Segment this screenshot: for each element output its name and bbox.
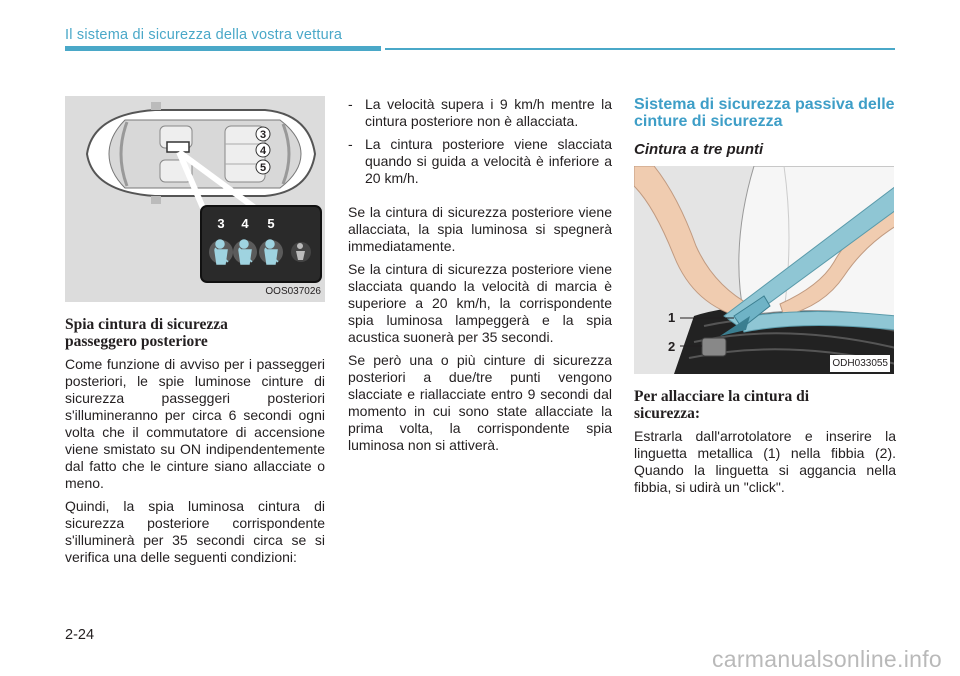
callout-label-2: 2: [668, 339, 676, 354]
seat-badge-5: 5: [259, 162, 267, 174]
section-heading: Sistema di sicurezza passiva delle cinture di sicurezza: [634, 96, 895, 130]
condition-text: La cintura posteriore viene slacciata quando si guida a velocità è inferiore a 20 km/h.: [365, 136, 612, 186]
heading-rear-indicator: Spia cintura di sicurezza passeggero posteriore: [65, 316, 228, 350]
seat-badge-4: 4: [259, 145, 267, 157]
column-middle: [348, 96, 612, 460]
car-top-view-illustration: [65, 96, 325, 302]
figure-code: OOS037026: [265, 286, 321, 297]
column-right: [634, 96, 896, 502]
callout-label-1: 1: [668, 310, 676, 325]
rear-belt-indicator-figure: [65, 96, 325, 302]
header-rule-thin: [385, 48, 895, 50]
condition-item: - La cintura posteriore viene slacciata quando si guida a velocità è inferiore a 20 km/h.: [348, 136, 612, 186]
column-left: [65, 96, 325, 572]
subheading: Cintura a tre punti: [634, 141, 764, 158]
seat-badge-3: 3: [259, 129, 267, 141]
condition-item: - La velocità supera i 9 km/h mentre la cintura posteriore non è allacciata.: [348, 96, 612, 129]
paragraph: Se la cintura di sicurezza posteriore viene allacciata, la spia luminosa si spegnerà immediatamente.: [348, 204, 612, 254]
header-rule-thick: [65, 46, 381, 51]
seat-number-badges: [256, 127, 270, 174]
paragraph: Se però una o più cinture di sicurezza posteriori a due/tre punti vengono slacciate e riallacciate entro 9 secondi dal momento in cui sono state allacciate la prima volta, la corrispondente spia luminosa non si attiverà.: [348, 352, 612, 453]
paragraph: Quindi, la spia luminosa cintura di sicurezza posteriore corrispondente s'illuminerà per 35 secondi circa se si verifica una delle seguenti condizioni:: [65, 498, 325, 565]
paragraph: Estrarla dall'arrotolatore e inserire la linguetta metallica (1) nella fibbia (2). Quando la linguetta si aggancia nella fibbia, si udirà un "click".: [634, 428, 896, 495]
indicator-label-3: 3: [217, 216, 225, 231]
three-point-belt-figure: [634, 166, 894, 374]
belt-fastening-illustration: [634, 166, 894, 374]
paragraph: Se la cintura di sicurezza posteriore viene slacciata quando la velocità di marcia è superiore a 20 km/h, la corrispondente spia luminosa lampeggerà e la spia acustica suonerà per 35 secondi.: [348, 261, 612, 345]
paragraph: Come funzione di avviso per i passeggeri posteriori, le spie luminose cinture di sicurezza passeggeri posteriori s'illumineranno per circa 6 secondi ogni volta che il commutatore di accensione viene smistato su ON indipendentemente dal fatto che le cinture siano allacciate o meno.: [65, 356, 325, 491]
figure-code: ODH033055: [830, 355, 890, 372]
indicator-label-4: 4: [241, 216, 249, 231]
page-number: 2-24: [65, 627, 95, 643]
section-header: Il sistema di sicurezza della vostra vettura: [65, 27, 343, 43]
indicator-label-5: 5: [267, 216, 275, 231]
condition-text: La velocità supera i 9 km/h mentre la cintura posteriore non è allacciata.: [365, 96, 612, 129]
watermark: carmanualsonline.info: [711, 646, 942, 672]
heading-fasten-belt: Per allacciare la cintura di sicurezza:: [634, 388, 810, 422]
